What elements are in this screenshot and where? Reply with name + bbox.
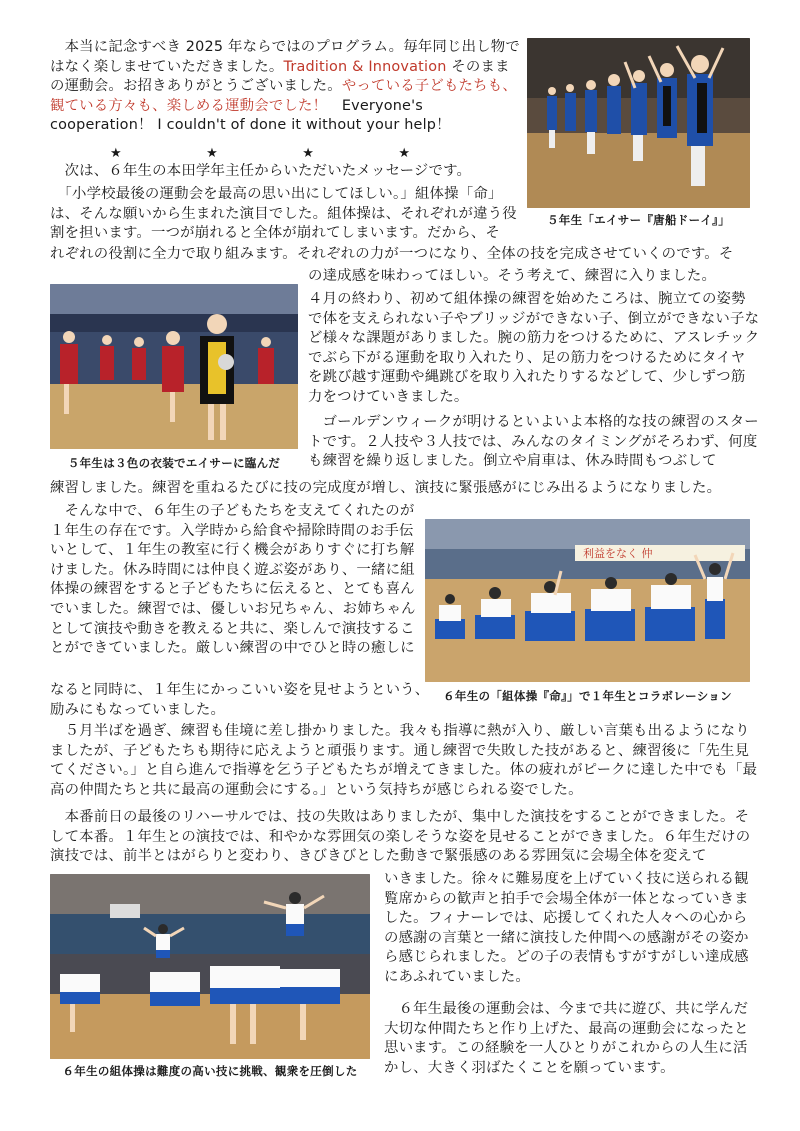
star-3: ★ xyxy=(302,146,314,161)
paragraph-4: ４月の終わり、初めて組体操の練習を始めたころは、腕立ての姿勢で体を支えられない子やブリッジができない子、倒立ができない子など様々な課題がありました。腕の筋力をつけるために、アスレチックでぶら下がる運動を取り入れたり、足の筋力をつけるためにタイヤを跳び越す運動や縄跳びを取り入れたりするなどして、少しずつ筋力をつけていきました。 xyxy=(308,291,760,405)
intro-text-1: 本当に記念すべき 2025 年ならではのプログラム。毎年同じ出し物ではなく楽しませていただきました。 xyxy=(50,39,520,75)
banner-text: 利益をなく 仲 xyxy=(583,547,653,560)
intro-text-red-1: Tradition & Innovation xyxy=(283,58,447,75)
star-1: ★ xyxy=(110,146,122,161)
caption-photo-3: ６年生の「組体操『命』」で１年生とコラボレーション xyxy=(443,689,732,703)
star-4: ★ xyxy=(398,146,410,161)
photo-collaboration xyxy=(425,519,750,682)
paragraph-8b: いきました。徐々に難易度を上げていく技に送られる観覧席からの歓声と拍手で会場全体が一体となっていきました。フィナーレでは、応援してくれた人々への心からの感謝の言葉と一緒に演技した仲間への感謝がその姿から感じられました。どの子の表情もすがすがしい達成感にあふれていました。 xyxy=(384,871,749,985)
message-intro: 次は、６年生の本田学年主任からいただいたメッセージです。 xyxy=(50,163,472,179)
caption-photo-2: ５年生は３色の衣装でエイサーに臨んだ xyxy=(67,456,281,470)
paragraph-5b: 練習しました。練習を重ねるたびに技の完成度が増し、演技に緊張感がにじみ出るようになりました。 xyxy=(50,480,722,496)
star-2: ★ xyxy=(206,146,218,161)
paragraph-7: ５月半ばを過ぎ、練習も佳境に差し掛かりました。我々も指導に熱が入り、厳しい言葉も出るようになりましたが、子どもたちも期待に応えようと頑張ります。通し練習で失敗した技があると、練習後に「先生見てください。」と自ら進んで指導を乞う子どもたちが増えてきました。体の疲れがピークに達した中でも「最高の仲間たちと共に最高の運動会にする。」という気持ちが感じられる姿でした。 xyxy=(50,723,758,798)
intro-text-3: Everyone's cooperation！ I couldn't of done it without your help！ xyxy=(50,97,451,134)
caption-photo-4: ６年生の組体操は難度の高い技に挑戦、観衆を圧倒した xyxy=(62,1064,358,1078)
paragraph-6a: そんな中で、６年生の子どもたちを支えてくれたのが１年生の存在です。入学時から給食や掃除時間のお手伝いとして、１年生の教室に行く機会がありすぐに打ち解けました。休み時間には仲良く遊ぶ姿があり、一緒に組体操の練習をすると子どもたちに伝えると、とても喜んでいました。練習では、優しいお兄ちゃん、お姉ちゃんとして演技や動きを教えると共に、楽しんで演技することができていました。厳しい練習の中でひと時の癒しに xyxy=(50,503,416,657)
paragraph-9: ６年生最後の運動会は、今まで共に遊び、共に学んだ大切な仲間たちと作り上げた、最高の運動会になったと思います。この経験を一人ひとりがこれからの人生に活かし、大きく羽ばたくことを願っています。 xyxy=(384,1001,749,1076)
paragraph-3c: の達成感を味わってほしい。そう考えて、練習に入りました。 xyxy=(308,268,717,284)
star-divider xyxy=(110,146,410,161)
intro-paragraph xyxy=(50,38,520,136)
intro-text-2: そのままの運動会。お招きありがとうございました。 xyxy=(50,58,510,95)
photo-eisa-dance xyxy=(527,38,750,208)
intro-text-red-2: やっている子どもたちも、観ている方々も、楽しめる運動会でした！ xyxy=(50,78,517,114)
paragraph-6b: なると同時に、１年生にかっこいい姿を見せようという、励みにもなっていました。 xyxy=(50,682,430,718)
photo-kumitaiso xyxy=(50,874,370,1059)
paragraph-5a: ゴールデンウィークが明けるといよいよ本格的な技の練習のスタートです。２人技や３人技では、みんなのタイミングがそろわず、何度も練習を繰り返しました。倒立や肩車は、休み時間もつぶして xyxy=(308,414,759,470)
paragraph-3b: れぞれの役割に全力で取り組みます。それぞれの力が一つになり、全体の技を完成させていくのです。そ xyxy=(50,246,734,262)
caption-photo-1: ５年生「エイサー『唐船ドーイ』」 xyxy=(546,213,731,227)
paragraph-3a: 「小学校最後の運動会を最高の思い出にしてほしい。」組体操「命」は、そんな願いから生まれた演目でした。組体操は、それぞれが違う役割を担います。一つが崩れると全体が崩れてしまいます。だから、そ xyxy=(50,186,517,242)
photo-eisa-costumes xyxy=(50,284,298,449)
paragraph-8: 本番前日の最後のリハーサルでは、技の失敗はありましたが、集中した演技をすることができました。そして本番。１年生との演技では、和やかな雰囲気の楽しそうな姿を見せることができました。６年生だけの演技では、前半とはがらりと変わり、きびきびとした動きで緊張感のある雰囲気に会場全体を変えて xyxy=(50,809,751,865)
